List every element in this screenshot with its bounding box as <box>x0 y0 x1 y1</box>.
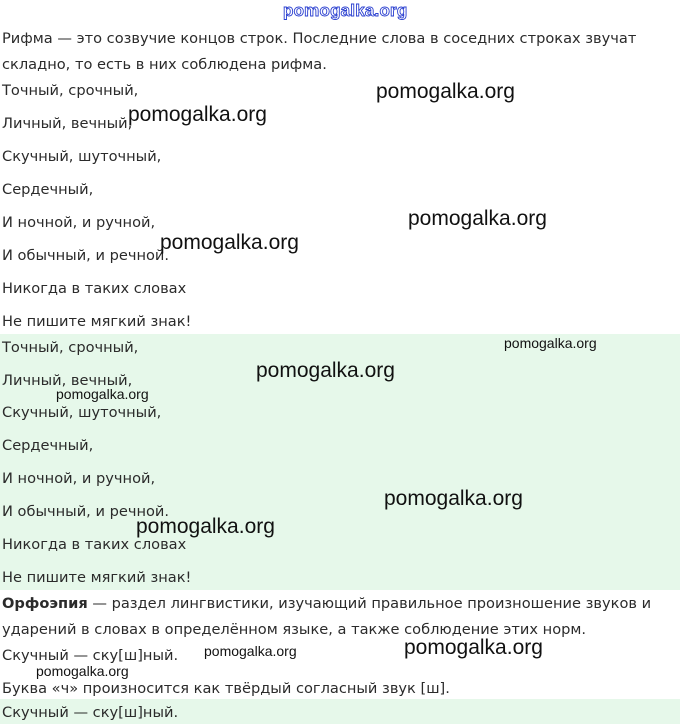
poem-line: Личный, вечный, <box>2 115 133 132</box>
poem-line: Не пишите мягкий знак! <box>2 313 192 330</box>
watermark: pomogalka.org <box>160 231 299 254</box>
poem-line: Точный, срочный, <box>2 82 139 99</box>
poem-line: И обычный, и речной. <box>2 247 170 264</box>
watermark-top: pomogalka.org <box>283 1 408 20</box>
watermark: pomogalka.org <box>404 636 543 659</box>
answer-poem-line: И ночной, и ручной, <box>2 470 156 487</box>
watermark: pomogalka.org <box>204 643 297 659</box>
poem-line: Скучный, шуточный, <box>2 148 162 165</box>
answer-poem-line: Личный, вечный, <box>2 372 133 389</box>
watermark: pomogalka.org <box>376 80 515 103</box>
poem-line: И ночной, и ручной, <box>2 214 156 231</box>
watermark: pomogalka.org <box>408 207 547 230</box>
orthoepy-definition-line-1 <box>2 594 651 614</box>
watermark: pomogalka.org <box>256 359 395 382</box>
watermark: pomogalka.org <box>128 103 267 126</box>
poem-line: Никогда в таких словах <box>2 280 187 297</box>
watermark: pomogalka.org <box>36 663 129 679</box>
orthoepy-rule: Буква «ч» произносится как твёрдый согласный звук [ш]. <box>2 680 450 697</box>
answer-poem-line: И обычный, и речной. <box>2 503 170 520</box>
orthoepy-definition-text: — раздел лингвистики, изучающий правильное произношение звуков и <box>87 595 652 612</box>
answer-poem-line: Точный, срочный, <box>2 339 139 356</box>
orthoepy-example: Скучный — ску[ш]ный. <box>2 647 179 664</box>
watermark: pomogalka.org <box>136 515 275 538</box>
answer-poem-line: Никогда в таких словах <box>2 536 187 553</box>
watermark: pomogalka.org <box>56 386 149 402</box>
final-answer: Скучный — ску[ш]ный. <box>2 704 179 721</box>
watermark: pomogalka.org <box>384 487 523 510</box>
rhyme-definition-line-2: складно, то есть в них соблюдена рифма. <box>2 56 327 73</box>
answer-poem-line: Скучный, шуточный, <box>2 404 162 421</box>
answer-poem-line: Не пишите мягкий знак! <box>2 569 192 586</box>
watermark: pomogalka.org <box>504 335 597 351</box>
orthoepy-definition-line-2: ударений в словах в определённом языке, а также соблюдение этих норм. <box>2 621 587 638</box>
answer-poem-line: Сердечный, <box>2 437 94 454</box>
orthoepy-term: Орфоэпия <box>2 595 88 612</box>
poem-line: Сердечный, <box>2 181 94 198</box>
rhyme-definition-line-1: Рифма — это созвучие концов строк. Последние слова в соседних строках звучат <box>2 30 637 47</box>
